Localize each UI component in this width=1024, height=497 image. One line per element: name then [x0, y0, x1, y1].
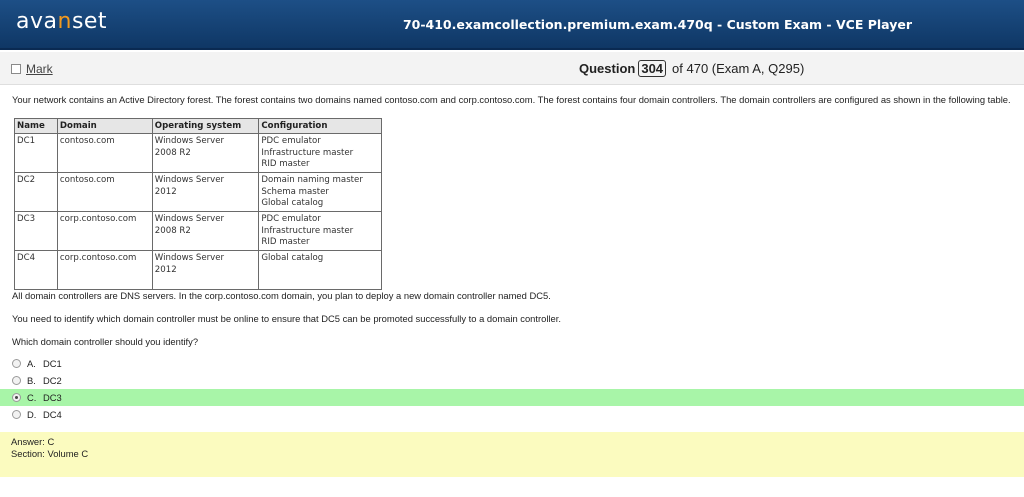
option-c[interactable] — [0, 389, 1024, 406]
cell-name: DC1 — [15, 134, 58, 173]
option-letter: D. — [27, 409, 37, 420]
table-header-row — [15, 119, 382, 134]
question-label: Question — [579, 61, 636, 76]
question-bar — [0, 52, 1024, 85]
app-logo: avanset — [16, 9, 108, 34]
question-paragraph-1: All domain controllers are DNS servers. In the corp.contoso.com domain, you plan to deploy a new domain controller named DC5. — [12, 290, 551, 301]
cell-os: Windows Server 2012 — [152, 173, 259, 212]
cell-name: DC4 — [15, 251, 58, 290]
question-prompt: Which domain controller should you identify? — [12, 336, 199, 347]
table-row — [15, 134, 382, 173]
option-d[interactable] — [0, 406, 1024, 423]
option-a[interactable] — [0, 355, 1024, 372]
column-header: Domain — [57, 119, 152, 134]
cell-domain: contoso.com — [57, 134, 152, 173]
option-letter: B. — [27, 375, 36, 386]
cell-os: Windows Server 2008 R2 — [152, 134, 259, 173]
cell-domain: corp.contoso.com — [57, 212, 152, 251]
column-header: Name — [15, 119, 58, 134]
cell-config: Domain naming master Schema master Global catalog — [259, 173, 382, 212]
option-text: DC3 — [43, 392, 62, 403]
option-text: DC1 — [43, 358, 62, 369]
cell-domain: contoso.com — [57, 173, 152, 212]
cell-os: Windows Server 2012 — [152, 251, 259, 290]
window-title: 70-410.examcollection.premium.exam.470q - Custom Exam - VCE Player — [402, 17, 912, 32]
cell-config: Global catalog — [259, 251, 382, 290]
table-row — [15, 212, 382, 251]
section-line: Section: Volume C — [11, 447, 89, 459]
option-b[interactable] — [0, 372, 1024, 389]
cell-domain: corp.contoso.com — [57, 251, 152, 290]
radio-icon[interactable] — [12, 410, 21, 419]
domain-controllers-table — [14, 118, 382, 290]
option-letter: C. — [27, 392, 37, 403]
table-row — [15, 173, 382, 212]
question-total: of 470 (Exam A, Q295) — [672, 61, 805, 76]
cell-os: Windows Server 2008 R2 — [152, 212, 259, 251]
question-intro: Your network contains an Active Directory forest. The forest contains two domains named contoso.com and corp.contoso.com. The forest contains four domain controllers. The domain controllers are configured as shown in the following table. — [12, 94, 1011, 105]
title-bar — [0, 0, 1024, 50]
table-row — [15, 251, 382, 290]
radio-icon[interactable] — [12, 376, 21, 385]
column-header: Configuration — [259, 119, 382, 134]
cell-config: PDC emulator Infrastructure master RID master — [259, 134, 382, 173]
column-header: Operating system — [152, 119, 259, 134]
radio-selected-icon[interactable] — [12, 393, 21, 402]
cell-name: DC3 — [15, 212, 58, 251]
answer-options — [0, 355, 1024, 423]
radio-icon[interactable] — [12, 359, 21, 368]
answer-panel — [0, 432, 1024, 477]
question-paragraph-2: You need to identify which domain controller must be online to ensure that DC5 can be promoted successfully to a domain controller. — [12, 313, 561, 324]
question-number-input[interactable]: 304 — [638, 60, 666, 77]
mark-label[interactable]: Mark — [26, 62, 53, 76]
option-letter: A. — [27, 358, 36, 369]
cell-name: DC2 — [15, 173, 58, 212]
answer-line: Answer: C — [11, 436, 55, 447]
option-text: DC2 — [43, 375, 62, 386]
question-counter — [579, 60, 804, 77]
option-text: DC4 — [43, 409, 62, 420]
cell-config: PDC emulator Infrastructure master RID master — [259, 212, 382, 251]
mark-checkbox[interactable] — [11, 62, 53, 76]
checkbox-icon[interactable] — [11, 64, 21, 74]
